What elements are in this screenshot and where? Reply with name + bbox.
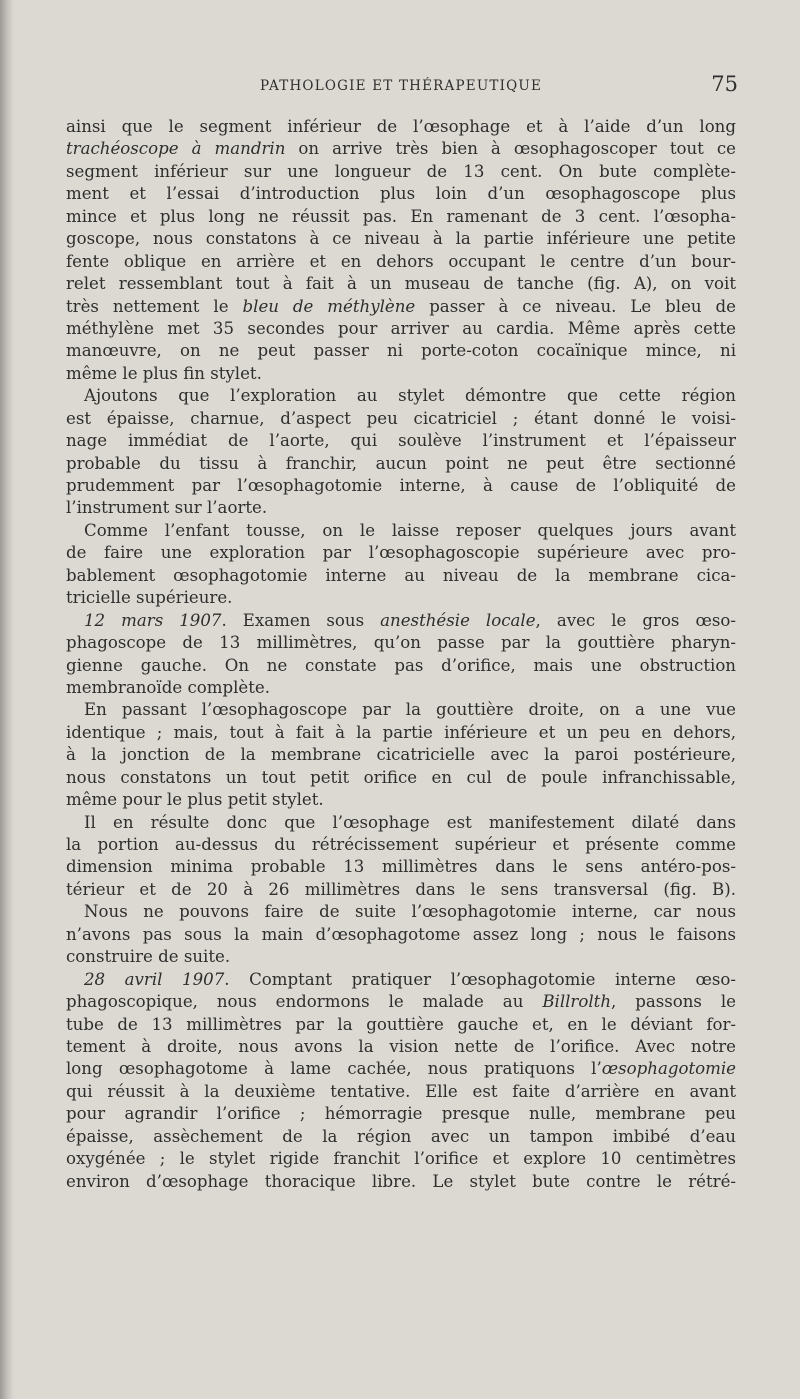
text-line: même le plus fin stylet. — [66, 363, 262, 383]
text-line: térieur et de 20 à 26 millimètres dans le sens transversal (fig. B). — [66, 879, 736, 899]
text-line: ainsi que le segment inférieur de l’œsophage et à l’aide d’un long — [66, 117, 736, 136]
text-line: n’avons pas sous la main d’œsophagotome assez long ; nous le faisons — [66, 924, 736, 944]
text-line: construire de suite. — [66, 947, 231, 967]
text-line: l’instrument sur l’aorte. — [66, 498, 268, 518]
text-line: goscope, nous constatons à ce niveau à la partie inférieure une petite — [66, 229, 736, 249]
text-line: nage immédiat de l’aorte, qui soulève l’instrument et l’épaisseur — [66, 431, 736, 451]
text-line: phagoscope de 13 millimètres, qu’on passe par la gouttière pharyn- — [66, 633, 736, 653]
text-line: de faire une exploration par l’œsophagoscopie supérieure avec pro- — [66, 543, 736, 563]
text-line: manœuvre, on ne peut passer ni porte-coton cocaïnique mince, ni — [66, 341, 736, 361]
text-line: pour agrandir l’orifice ; hémorragie presque nulle, membrane peu — [66, 1104, 736, 1124]
text-line: méthylène met 35 secondes pour arriver au cardia. Même après cette — [66, 318, 736, 338]
text-line: tube de 13 millimètres par la gouttière gauche et, en le déviant for- — [66, 1014, 736, 1034]
text-line: épaisse, assèchement de la région avec un tampon imbibé d’eau — [66, 1126, 736, 1146]
text-line: est épaisse, charnue, d’aspect peu cicatriciel ; étant donné le voisi- — [66, 408, 736, 428]
text-line: Ajoutons que l’exploration au stylet démontre que cette région — [84, 386, 736, 406]
text-line: environ d’œsophage thoracique libre. Le stylet bute contre le rétré- — [66, 1171, 736, 1191]
text-line: à la jonction de la membrane cicatricielle avec la paroi postérieure, — [66, 745, 736, 765]
text-line: identique ; mais, tout à fait à la partie inférieure et un peu en dehors, — [66, 722, 736, 742]
text-line: phagoscopique, nous endormons le malade au Billrolth, passons le — [66, 992, 736, 1012]
running-head: PATHOLOGIE ET THÉRAPEUTIQUE — [260, 78, 543, 94]
text-line: Il en résulte donc que l’œsophage est manifestement dilaté dans — [84, 812, 736, 832]
text-line: Nous ne pouvons faire de suite l’œsophagotomie interne, car nous — [84, 902, 736, 922]
text-line: nous constatons un tout petit orifice en cul de poule infranchissable, — [66, 767, 736, 787]
text-line: trachéoscope à mandrin on arrive très bien à œsophagoscoper tout ce — [66, 139, 736, 159]
text-line: fente oblique en arrière et en dehors occupant le centre d’un bour- — [66, 251, 736, 271]
text-line: Comme l’enfant tousse, on le laisse reposer quelques jours avant — [84, 520, 736, 540]
page-number: 75 — [711, 72, 738, 96]
text-line: la portion au-dessus du rétrécissement supérieur et présente comme — [66, 835, 736, 854]
text-line: dimension minima probable 13 millimètres dans le sens antéro-pos- — [66, 857, 736, 877]
text-line: tricielle supérieure. — [66, 588, 233, 608]
text-line: 12 mars 1907. Examen sous anesthésie locale, avec le gros œso- — [84, 610, 736, 630]
text-line: oxygénée ; le stylet rigide franchit l’orifice et explore 10 centimètres — [66, 1149, 736, 1169]
text-line: membranoïde complète. — [66, 677, 270, 697]
text-line: gienne gauche. On ne constate pas d’orifice, mais une obstruction — [66, 655, 736, 675]
text-line: qui réussit à la deuxième tentative. Elle est faite d’arrière en avant — [66, 1081, 736, 1101]
text-line: probable du tissu à franchir, aucun point ne peut être sectionné — [66, 453, 736, 473]
page-header — [60, 72, 740, 102]
text-line: En passant l’œsophagoscope par la gouttière droite, on a une vue — [84, 700, 736, 720]
text-line: long œsophagotome à lame cachée, nous pratiquons l’œsophagotomie — [66, 1059, 736, 1079]
text-line: très nettement le bleu de méthylène passer à ce niveau. Le bleu de — [66, 296, 736, 316]
text-line: mince et plus long ne réussit pas. En ramenant de 3 cent. l’œsopha- — [66, 206, 736, 226]
body-text — [66, 116, 736, 1193]
text-line: ment et l’essai d’introduction plus loin d’un œsophagoscope plus — [66, 184, 736, 204]
text-line: 28 avril 1907. Comptant pratiquer l’œsophagotomie interne œso- — [84, 969, 736, 989]
page-binding-shadow — [0, 0, 14, 1399]
text-line: tement à droite, nous avons la vision nette de l’orifice. Avec notre — [66, 1036, 736, 1056]
text-line: bablement œsophagotomie interne au niveau de la membrane cica- — [66, 565, 736, 585]
text-line: segment inférieur sur une longueur de 13 cent. On bute complète- — [66, 161, 736, 181]
text-line: prudemment par l’œsophagotomie interne, à cause de l’obliquité de — [66, 476, 736, 495]
text-line: relet ressemblant tout à fait à un museau de tanche (fig. A), on voit — [66, 274, 736, 294]
text-line: même pour le plus petit stylet. — [66, 790, 324, 810]
